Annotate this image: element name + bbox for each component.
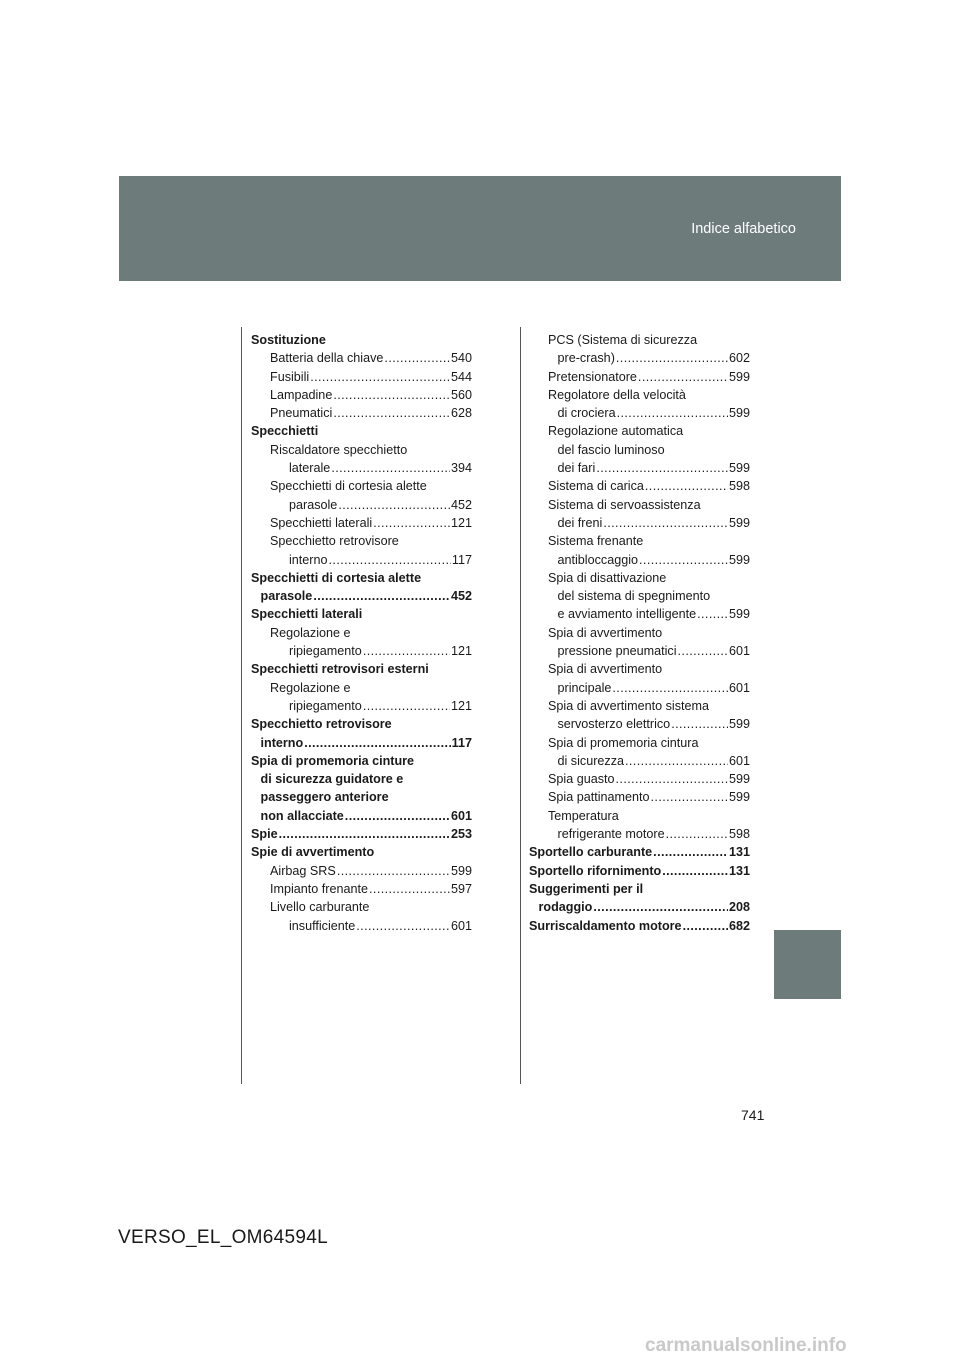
entry-text: del sistema di spegnimento <box>557 589 711 604</box>
entry-page-number: 599 <box>728 607 750 622</box>
entry-text: parasole <box>289 497 338 512</box>
dot-leader <box>678 642 728 660</box>
entry-page-number: 599 <box>728 515 750 530</box>
entry-page-number: 121 <box>450 515 472 530</box>
entry-page-number: 544 <box>450 369 472 384</box>
dot-leader <box>345 807 450 825</box>
index-entry <box>529 624 750 642</box>
entry-text: Sistema di servoassistenza <box>548 497 701 512</box>
entry-text: Fusibili <box>270 369 310 384</box>
entry-page-number: 601 <box>728 680 750 695</box>
entry-text: antibloccaggio <box>557 552 639 567</box>
dot-leader <box>331 459 450 477</box>
entry-text: dei freni <box>557 515 603 530</box>
index-entry <box>251 917 472 935</box>
index-column-right <box>529 331 750 935</box>
entry-text: Regolazione e <box>270 680 351 695</box>
dot-leader <box>625 752 728 770</box>
dot-leader <box>304 734 450 752</box>
entry-page-number: 452 <box>450 497 472 512</box>
entry-page-number: 208 <box>728 900 750 915</box>
index-entry <box>251 368 472 386</box>
entry-text: Sistema di carica <box>548 479 644 494</box>
index-entry <box>251 331 472 349</box>
index-entry <box>529 477 750 495</box>
index-entry <box>529 770 750 788</box>
index-entry <box>529 331 750 349</box>
entry-page-number: 121 <box>450 644 472 659</box>
index-entry <box>251 514 472 532</box>
entry-text: passeggero anteriore <box>260 790 389 805</box>
section-title: Indice alfabetico <box>691 221 796 237</box>
index-entry <box>529 605 750 623</box>
watermark: carmanualsonline.info <box>645 1335 847 1356</box>
index-entry <box>529 734 750 752</box>
entry-text: rodaggio <box>538 900 593 915</box>
entry-text: dei fari <box>557 461 596 476</box>
index-entry <box>251 788 472 806</box>
entry-page-number: 628 <box>450 406 472 421</box>
entry-page-number: 601 <box>728 753 750 768</box>
index-entry <box>251 642 472 660</box>
dot-leader <box>666 825 728 843</box>
dot-leader <box>313 587 450 605</box>
index-entry <box>251 825 472 843</box>
column-divider-left <box>241 327 242 1084</box>
header-band <box>119 176 841 281</box>
index-column-left <box>251 331 472 935</box>
index-entry <box>251 477 472 495</box>
entry-text: refrigerante motore <box>557 827 665 842</box>
index-entry <box>529 514 750 532</box>
dot-leader <box>639 551 728 569</box>
entry-text: Livello carburante <box>270 900 370 915</box>
entry-text: Spie di avvertimento <box>251 845 375 860</box>
entry-text: Riscaldatore specchietto <box>270 442 408 457</box>
entry-text: non allacciate <box>260 808 344 823</box>
entry-text: Regolatore della velocità <box>548 387 686 402</box>
index-entry <box>251 441 472 459</box>
dot-leader <box>616 770 728 788</box>
index-entry <box>529 587 750 605</box>
index-entry <box>529 386 750 404</box>
dot-leader <box>651 788 728 806</box>
entry-text: di sicurezza <box>557 753 624 768</box>
entry-page-number: 599 <box>728 717 750 732</box>
entry-page-number: 599 <box>728 461 750 476</box>
index-entry <box>251 734 472 752</box>
dot-leader <box>662 862 728 880</box>
entry-page-number: 598 <box>728 827 750 842</box>
index-entry <box>251 496 472 514</box>
entry-page-number: 601 <box>450 808 472 823</box>
index-entry <box>251 569 472 587</box>
index-entry <box>251 532 472 550</box>
dot-leader <box>384 349 450 367</box>
index-entry <box>529 825 750 843</box>
index-entry <box>251 660 472 678</box>
entry-text: Lampadine <box>270 387 333 402</box>
entry-text: di sicurezza guidatore e <box>260 772 404 787</box>
index-entry <box>251 697 472 715</box>
entry-page-number: 599 <box>728 790 750 805</box>
dot-leader <box>645 477 728 495</box>
index-entry <box>529 459 750 477</box>
entry-page-number: 117 <box>451 552 472 567</box>
index-entry <box>251 459 472 477</box>
index-entry <box>251 807 472 825</box>
index-entry <box>529 715 750 733</box>
entry-text: ripiegamento <box>289 644 362 659</box>
entry-page-number: 540 <box>450 351 472 366</box>
entry-page-number: 598 <box>728 479 750 494</box>
index-entry <box>529 349 750 367</box>
index-entry <box>529 551 750 569</box>
entry-text: Specchietti <box>251 424 319 439</box>
index-entry <box>529 422 750 440</box>
entry-text: Suggerimenti per il <box>529 881 644 896</box>
index-entry <box>529 898 750 916</box>
index-entry <box>251 386 472 404</box>
index-entry <box>529 917 750 935</box>
dot-leader <box>363 697 450 715</box>
index-entry <box>529 660 750 678</box>
entry-page-number: 599 <box>728 369 750 384</box>
entry-page-number: 560 <box>450 387 472 402</box>
index-entry <box>251 843 472 861</box>
entry-text: Spia pattinamento <box>548 790 650 805</box>
chapter-tab <box>774 930 841 999</box>
entry-text: Specchietti laterali <box>251 607 363 622</box>
entry-page-number: 452 <box>450 589 472 604</box>
dot-leader <box>310 368 450 386</box>
dot-leader <box>337 862 450 880</box>
entry-text: Specchietti di cortesia alette <box>251 570 422 585</box>
dot-leader <box>603 514 728 532</box>
entry-text: Spie <box>251 827 278 842</box>
entry-text: Temperatura <box>548 808 619 823</box>
dot-leader <box>683 917 728 935</box>
index-entry <box>529 441 750 459</box>
entry-text: pre-crash) <box>557 351 615 366</box>
entry-page-number: 601 <box>728 644 750 659</box>
dot-leader <box>612 679 728 697</box>
entry-text: Airbag SRS <box>270 863 336 878</box>
entry-text: Specchietti di cortesia alette <box>270 479 427 494</box>
dot-leader <box>653 843 728 861</box>
index-entry <box>529 807 750 825</box>
column-divider-middle <box>520 327 521 1084</box>
entry-text: Sportello rifornimento <box>529 863 662 878</box>
dot-leader <box>333 404 450 422</box>
index-entry <box>251 715 472 733</box>
dot-leader <box>373 514 450 532</box>
entry-text: Regolazione e <box>270 625 351 640</box>
entry-text: Spia di avvertimento sistema <box>548 698 709 713</box>
index-entry <box>529 569 750 587</box>
entry-text: insufficiente <box>289 918 356 933</box>
entry-text: Spia di disattivazione <box>548 570 667 585</box>
entry-text: interno <box>289 552 328 567</box>
entry-text: Specchietto retrovisore <box>251 717 392 732</box>
dot-leader <box>363 642 450 660</box>
dot-leader <box>356 917 450 935</box>
entry-text: ripiegamento <box>289 698 362 713</box>
entry-page-number: 121 <box>450 698 472 713</box>
entry-text: e avviamento intelligente <box>557 607 697 622</box>
index-entry <box>251 349 472 367</box>
entry-text: PCS (Sistema di sicurezza <box>548 333 698 347</box>
index-entry <box>529 679 750 697</box>
entry-text: Pretensionatore <box>548 369 637 384</box>
index-entry <box>251 605 472 623</box>
entry-text: Spia di promemoria cintura <box>548 735 699 750</box>
index-entry <box>529 642 750 660</box>
dot-leader <box>369 880 450 898</box>
entry-text: Surriscaldamento motore <box>529 918 682 933</box>
dot-leader <box>593 898 728 916</box>
dot-leader <box>329 551 451 569</box>
index-entry <box>251 752 472 770</box>
entry-page-number: 599 <box>728 772 750 787</box>
dot-leader <box>338 496 450 514</box>
index-entry <box>529 843 750 861</box>
dot-leader <box>596 459 728 477</box>
document-code: VERSO_EL_OM64594L <box>118 1227 328 1248</box>
entry-text: Impianto frenante <box>270 881 369 896</box>
index-entry <box>251 679 472 697</box>
dot-leader <box>671 715 728 733</box>
index-entry <box>251 862 472 880</box>
entry-text: Spia guasto <box>548 772 615 787</box>
index-entry <box>529 880 750 898</box>
entry-text: Spia di avvertimento <box>548 662 663 677</box>
entry-page-number: 602 <box>728 351 750 366</box>
entry-page-number: 253 <box>450 827 472 842</box>
index-entry <box>251 624 472 642</box>
entry-text: Batteria della chiave <box>270 351 384 366</box>
entry-text: del fascio luminoso <box>557 442 665 457</box>
index-entry <box>251 770 472 788</box>
index-entry <box>529 368 750 386</box>
index-entry <box>251 404 472 422</box>
index-entry <box>529 496 750 514</box>
entry-text: Specchietti laterali <box>270 515 373 530</box>
index-entry <box>529 752 750 770</box>
entry-text: principale <box>557 680 612 695</box>
entry-text: servosterzo elettrico <box>557 717 671 732</box>
entry-text: laterale <box>289 461 331 476</box>
entry-page-number: 599 <box>728 552 750 567</box>
entry-page-number: 597 <box>450 881 472 896</box>
entry-page-number: 601 <box>450 918 472 933</box>
entry-page-number: 599 <box>450 863 472 878</box>
entry-text: Specchietto retrovisore <box>270 534 399 549</box>
index-entry <box>529 532 750 550</box>
entry-text: di crociera <box>557 406 616 421</box>
entry-text: Specchietti retrovisori esterni <box>251 662 429 677</box>
entry-text: Spia di promemoria cinture <box>251 753 415 768</box>
dot-leader <box>697 605 728 623</box>
index-entry <box>251 587 472 605</box>
entry-page-number: 394 <box>450 461 472 476</box>
dot-leader <box>333 386 450 404</box>
index-entry <box>251 880 472 898</box>
entry-text: Sportello carburante <box>529 845 653 860</box>
dot-leader <box>279 825 450 843</box>
dot-leader <box>617 404 728 422</box>
index-entry <box>529 404 750 422</box>
index-entry <box>529 788 750 806</box>
index-entry <box>529 697 750 715</box>
entry-text: Sistema frenante <box>548 534 644 549</box>
entry-text: Pneumatici <box>270 406 333 421</box>
entry-page-number: 599 <box>728 406 750 421</box>
page-number: 741 <box>741 1107 765 1123</box>
entry-page-number: 117 <box>451 735 472 750</box>
entry-text: pressione pneumatici <box>557 644 677 659</box>
dot-leader <box>638 368 728 386</box>
dot-leader <box>616 349 728 367</box>
entry-text: interno <box>260 735 304 750</box>
entry-text: Regolazione automatica <box>548 424 684 439</box>
entry-text: Spia di avvertimento <box>548 625 663 640</box>
index-entry <box>529 862 750 880</box>
index-entry <box>251 898 472 916</box>
entry-page-number: 682 <box>728 918 750 933</box>
entry-text: Sostituzione <box>251 333 326 347</box>
entry-page-number: 131 <box>728 863 750 878</box>
index-entry <box>251 422 472 440</box>
entry-page-number: 131 <box>728 845 750 860</box>
entry-text: parasole <box>260 589 313 604</box>
index-entry <box>251 551 472 569</box>
